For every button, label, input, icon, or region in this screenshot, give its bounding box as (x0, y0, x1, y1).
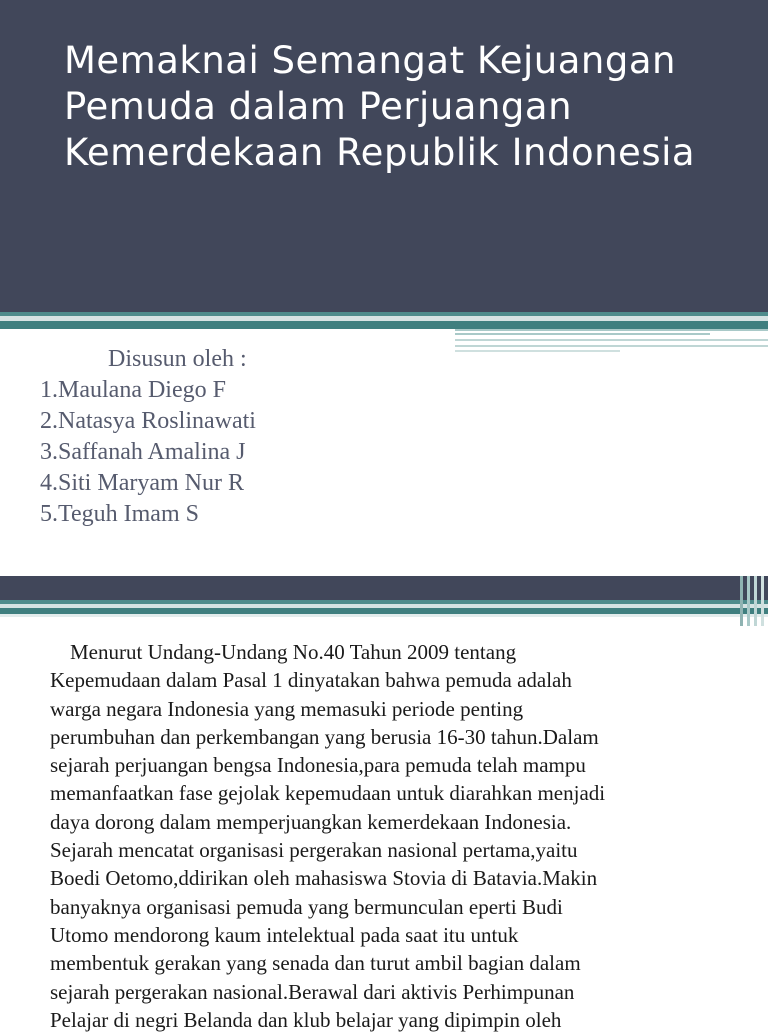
title-line: Pemuda dalam Perjuangan (64, 85, 573, 128)
paragraph-line: perumbuhan dan perkembangan yang berusia 16-30 tahun.Dalam (50, 724, 599, 749)
paragraph-line: memanfaatkan fase gejolak kepemudaan untuk diarahkan menjadi (50, 781, 606, 806)
paragraph-line: sejarah pergerakan nasional.Berawal dari aktivis Perhimpunan (50, 979, 575, 1004)
author-item: 1.Maulana Diego F (40, 377, 226, 403)
title-line: Memaknai Semangat Kejuangan (64, 39, 676, 82)
paragraph-line: warga negara Indonesia yang memasuki periode penting (50, 696, 524, 721)
paragraph-line: membentuk gerakan yang senada dan turut ambil bagian dalam (50, 951, 581, 976)
paragraph-line: Utomo mendorong kaum intelektual pada saat itu untuk (50, 922, 519, 947)
author-item: 4.Siti Maryam Nur R (40, 470, 244, 496)
author-item: 3.Saffanah Amalina J (40, 439, 246, 465)
author-item: 5.Teguh Imam S (40, 501, 199, 527)
paragraph-line: Sejarah mencatat organisasi pergerakan nasional pertama,yaitu (50, 838, 578, 863)
author-heading: Disusun oleh : (108, 346, 247, 372)
paragraph-line: daya dorong dalam memperjuangkan kemerdekaan Indonesia. (50, 809, 572, 834)
title-line: Kemerdekaan Republik Indonesia (64, 131, 696, 174)
body-paragraph (50, 638, 750, 1034)
paragraph-line: Pelajar di negri Belanda dan klub belajar yang dipimpin oleh (50, 1007, 562, 1032)
slide-1-title (64, 38, 744, 176)
paragraph-line: Menurut Undang-Undang No.40 Tahun 2009 tentang (70, 640, 517, 664)
paragraph-line: banyaknya organisasi pemuda yang bermunculan eperti Budi (50, 894, 563, 919)
paragraph-line: Boedi Oetomo,ddirikan oleh mahasiswa Stovia di Batavia.Makin (50, 866, 598, 891)
author-list (40, 344, 256, 530)
paragraph-line: sejarah perjuangan bengsa Indonesia,para pemuda telah mampu (50, 753, 586, 778)
slide-2-decorative-band (0, 600, 768, 630)
paragraph-line: Kepemudaan dalam Pasal 1 dinyatakan bahwa pemuda adalah (50, 668, 572, 693)
author-item: 2.Natasya Roslinawati (40, 408, 256, 434)
